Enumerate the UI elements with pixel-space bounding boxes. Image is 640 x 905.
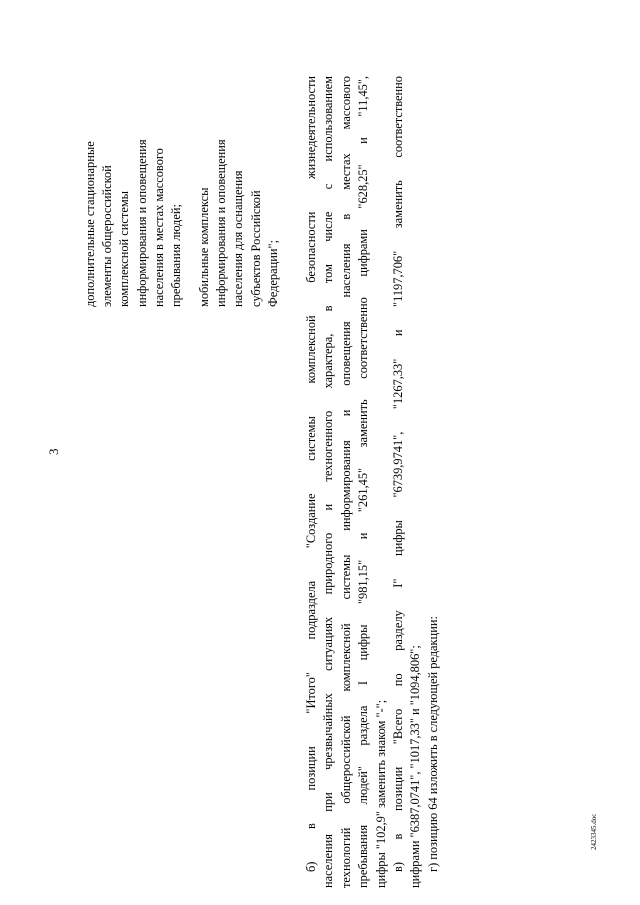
text-line: пребывания людей; [169, 204, 184, 307]
paragraph-v-line: в) в позиции "Всего по разделу I" цифры "6739,9741", "1267,33" и "1197,706" заменить соответственно [391, 76, 406, 872]
text-line: субъектов Российской [248, 190, 263, 307]
footer-filename: 2423345.doc [590, 813, 598, 850]
amendment-body [303, 76, 442, 888]
paragraph-b-line: пребывания людей" раздела I цифры "981,15" и "261,45" заменить соответственно цифрами "628,25" и "11,45", [356, 76, 371, 888]
table-fragment-item-2 [196, 139, 282, 307]
text-line: Федерации"; [265, 239, 280, 307]
table-fragment-item-1 [82, 139, 185, 307]
text-line: населения в местах массового [151, 148, 166, 307]
text-line: элементы общероссийской [100, 165, 115, 307]
paragraph-g-line: г) позицию 64 изложить в следующей редакции: [425, 616, 440, 872]
text-line: комплексной системы [117, 191, 132, 307]
text-line: информирования и оповещения [134, 139, 149, 307]
paragraph-v-line: цифрами "6387,0741", "1017,33" и "1094,806"; [408, 645, 423, 888]
text-line: информирования и оповещения [214, 139, 229, 307]
paragraph-b-line: цифры "102,9" заменить знаком "-"; [373, 699, 388, 888]
text-line: мобильные комплексы [197, 187, 211, 307]
paragraph-b-line: б) в позиции "Итого" подраздела "Создание системы комплексной безопасности жизнедеятельности [304, 76, 318, 872]
paragraph-b-line: населения при чрезвычайных ситуациях природного и техногенного характера, в том числе с использованием [321, 76, 336, 888]
text-line: дополнительные стационарные [83, 141, 97, 307]
paragraph-b-line: технологий общероссийской комплексной системы информирования и оповещения населения в местах массового [338, 76, 353, 888]
text-line: населения для оснащения [231, 170, 246, 307]
page-number: 3 [46, 448, 61, 455]
